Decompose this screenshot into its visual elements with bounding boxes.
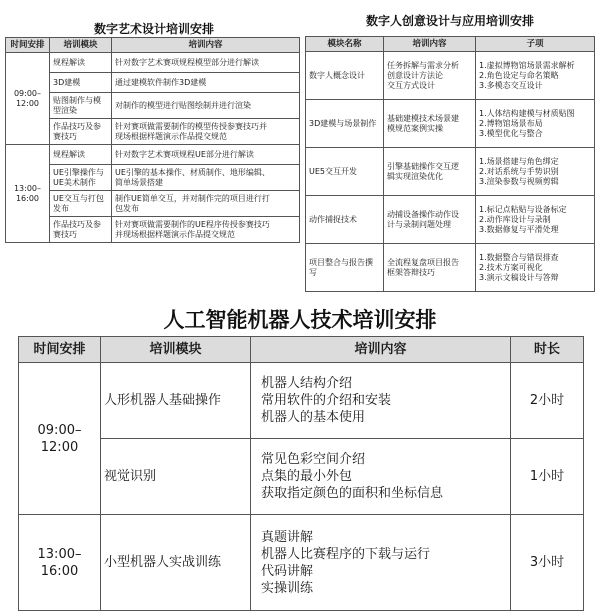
table-row — [6, 217, 300, 243]
content-line: 对制作的模型进行贴图绘制并进行渲染 — [115, 100, 251, 110]
module-cell — [50, 119, 112, 145]
content-cell — [112, 119, 300, 145]
header-content: 培训内容 — [112, 38, 300, 53]
module-line: 作品技巧及参 — [53, 219, 101, 229]
module-line: 规程解读 — [53, 149, 85, 159]
content-cell — [384, 196, 476, 244]
table-row — [6, 73, 300, 93]
content-cell — [112, 217, 300, 243]
content-cell — [384, 52, 476, 100]
header-content: 培训内容 — [384, 37, 476, 52]
item-line: 1.标记点粘贴与设备标定 — [479, 204, 567, 214]
item-line: 2.对话系统与手势识别 — [479, 166, 559, 176]
content-line: 现场根据样题演示作品提交规范 — [115, 131, 227, 141]
time-cell — [19, 363, 101, 515]
time-cell — [6, 145, 50, 243]
duration-cell: 2小时 — [511, 363, 584, 439]
table-row — [6, 165, 300, 191]
module-cell: 人形机器人基础操作 — [101, 363, 251, 439]
module-cell — [50, 53, 112, 73]
module-line: 赛技巧 — [53, 131, 77, 141]
content-line: 引擎基础操作交互逻 — [387, 161, 459, 171]
item-line: 1.场景搭建与角色绑定 — [479, 156, 559, 166]
content-cell — [112, 165, 300, 191]
content-line: 辑实现渲染优化 — [387, 171, 443, 181]
content-line: 机器人结构介绍 — [261, 376, 353, 391]
module-cell — [50, 145, 112, 165]
module-line: UE美术制作 — [53, 177, 96, 187]
content-line: 代码讲解 — [261, 563, 314, 579]
time-start: 09:00– — [13, 88, 42, 98]
table-row — [19, 439, 584, 515]
time-end: 16:00 — [15, 193, 40, 203]
content-cell — [384, 244, 476, 292]
content-cell — [384, 100, 476, 148]
content-line: 针对数字艺术赛项规程模型部分进行解读 — [115, 57, 259, 67]
table-row — [19, 515, 584, 611]
header-items: 子项 — [476, 37, 595, 52]
content-line: 常见色彩空间介绍 — [261, 452, 366, 467]
items-cell — [476, 196, 595, 244]
header-time: 时间安排 — [19, 337, 101, 363]
items-cell — [476, 148, 595, 196]
content-cell — [112, 145, 300, 165]
header-duration: 时长 — [511, 337, 584, 363]
table-row — [6, 93, 300, 119]
module-line: UE引擎操作与 — [53, 167, 104, 177]
module-line: 作品技巧及参 — [53, 121, 101, 131]
header-module-name: 模块名称 — [306, 37, 384, 52]
time-start: 13:00– — [37, 546, 82, 562]
content-cell — [112, 73, 300, 93]
time-end: 12:00 — [15, 98, 40, 108]
module-cell — [50, 191, 112, 217]
content-line: 点集的最小外包 — [261, 469, 353, 484]
table-header-row — [306, 37, 595, 52]
item-line: 3.数据修复与平滑处理 — [479, 224, 559, 234]
content-cell — [112, 191, 300, 217]
item-line: 3.模型优化与整合 — [479, 128, 543, 138]
content-line: 简单场景搭建 — [115, 177, 163, 187]
content-line: 真题讲解 — [261, 529, 314, 545]
content-line: 机器人的基本使用 — [261, 410, 366, 425]
module-cell — [50, 93, 112, 119]
content-line: 并现场根据样题演示作品提交规范 — [115, 229, 235, 239]
item-line: 2.角色设定与命名策略 — [479, 70, 559, 80]
content-line: 动捕设备操作动作设 — [387, 209, 459, 219]
content-line: UE引擎的基本操作、材质制作、地形编辑、 — [115, 167, 270, 177]
table-row — [6, 119, 300, 145]
content-cell — [112, 53, 300, 73]
content-cell — [251, 439, 511, 515]
module-line: 赛技巧 — [53, 229, 77, 239]
time-start: 13:00– — [13, 183, 42, 193]
table-row — [306, 196, 595, 244]
item-line: 2.博物馆场景布局 — [479, 118, 543, 128]
table-row — [306, 244, 595, 292]
content-line: 制作UE简单交互，并对制作完的项目进行打 — [115, 193, 270, 203]
content-cell — [112, 93, 300, 119]
header-module: 培训模块 — [101, 337, 251, 363]
content-line: 通过建模软件制作3D建模 — [115, 77, 207, 87]
content-line: 任务拆解与需求分析 — [387, 60, 459, 70]
module-line: UE交互与打包 — [53, 193, 104, 203]
item-line: 3.渲染参数与视频剪辑 — [479, 176, 559, 186]
content-cell — [251, 363, 511, 439]
duration-cell: 3小时 — [511, 515, 584, 611]
table-header-row — [19, 337, 584, 363]
content-line: 针对赛项做需要制作的模型传授参赛技巧并 — [115, 121, 267, 131]
module-cell: UE5交互开发 — [306, 148, 384, 196]
item-line: 2.动作库设计与录制 — [479, 214, 551, 224]
table-row — [306, 52, 595, 100]
items-cell — [476, 244, 595, 292]
item-line: 1.数据整合与错误排查 — [479, 252, 559, 262]
module-line: 3D建模 — [53, 77, 81, 87]
items-cell — [476, 52, 595, 100]
content-line: 机器人比赛程序的下载与运行 — [261, 546, 431, 562]
table-row — [6, 53, 300, 73]
content-line: 实操训练 — [261, 580, 314, 596]
module-cell — [50, 73, 112, 93]
item-line: 1.虚拟博物馆场景需求解析 — [479, 60, 575, 70]
item-line: 2.技术方案可视化 — [479, 262, 543, 272]
table-row — [306, 148, 595, 196]
module-cell — [50, 217, 112, 243]
table-row — [6, 145, 300, 165]
module-cell: 视觉识别 — [101, 439, 251, 515]
table2-title: 数字人创意设计与应用培训安排 — [365, 14, 534, 28]
time-cell — [6, 53, 50, 145]
content-cell — [384, 148, 476, 196]
module-cell: 动作捕捉技术 — [306, 196, 384, 244]
content-line: 全流程复盘项目报告 — [387, 257, 459, 267]
header-time: 时间安排 — [6, 38, 50, 53]
module-cell: 数字人概念设计 — [306, 52, 384, 100]
content-line: 包发布 — [115, 203, 139, 213]
time-end: 12:00 — [40, 439, 79, 455]
module-cell — [50, 165, 112, 191]
module-cell: 项目整合与报告撰写 — [306, 244, 384, 292]
content-line: 针对数字艺术赛项规程UE部分进行解读 — [115, 149, 254, 159]
time-end: 16:00 — [40, 563, 79, 579]
table-row — [306, 100, 595, 148]
item-line: 1.人体结构建模与材质贴图 — [479, 108, 575, 118]
duration-cell: 1小时 — [511, 439, 584, 515]
content-line: 获取指定颜色的面积和坐标信息 — [261, 486, 444, 501]
module-line: 型渲染 — [53, 105, 77, 115]
table-row — [6, 191, 300, 217]
module-cell: 3D建模与场景制作 — [306, 100, 384, 148]
schedule-table-digital-human — [305, 36, 595, 292]
content-line: 创意设计方法论 — [387, 70, 443, 80]
content-cell — [251, 515, 511, 611]
module-line: 发布 — [53, 203, 69, 213]
content-line: 计与录制问题处理 — [387, 219, 451, 229]
content-line: 针对赛项做需要制作的UE程序传授参赛技巧 — [115, 219, 270, 229]
content-line: 交互方式设计 — [387, 80, 435, 90]
schedule-table-digital-art — [5, 37, 300, 243]
table-row — [19, 363, 584, 439]
item-line: 3.多模态交互设计 — [479, 80, 543, 90]
item-line: 3.演示文稿设计与答辩 — [479, 272, 559, 282]
content-line: 常用软件的介绍和安装 — [261, 393, 392, 408]
items-cell — [476, 100, 595, 148]
time-cell — [19, 515, 101, 611]
module-line: 规程解读 — [53, 57, 85, 67]
schedule-table-ai-robot — [18, 336, 584, 611]
table-header-row — [6, 38, 300, 53]
content-line: 框架答辩技巧 — [387, 267, 435, 277]
content-line: 基础建模技术场景建 — [387, 113, 459, 123]
table1-title: 数字艺术设计培训安排 — [93, 22, 214, 36]
module-line: 贴图制作与模 — [53, 95, 101, 105]
content-line: 模规范案例实操 — [387, 123, 443, 133]
header-content: 培训内容 — [251, 337, 511, 363]
time-start: 09:00– — [37, 422, 82, 438]
module-cell: 小型机器人实战训练 — [101, 515, 251, 611]
table3-title: 人工智能机器人技术培训安排 — [163, 308, 437, 332]
header-module: 培训模块 — [50, 38, 112, 53]
